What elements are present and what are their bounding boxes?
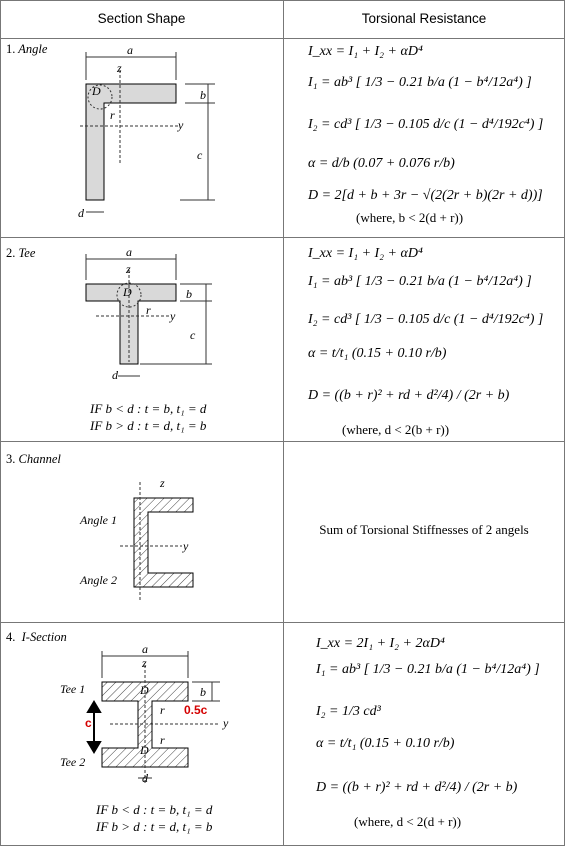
angle-dim-d: d: [78, 206, 84, 220]
tee-formula-i2: I₂ = cd³ [ 1/3 − 0.105 d/c (1 − d⁴/192c⁴) ]: [308, 312, 544, 327]
tee-condition-2: IF b > d : t = d, t₁ = b: [90, 418, 207, 433]
angle-dim-a: a: [127, 43, 133, 57]
isec-formula-i2: I₂ = 1/3 cd³: [316, 704, 381, 719]
isec-label-tee1: Tee 1: [60, 682, 86, 696]
isec-dim-r-top: r: [160, 703, 165, 717]
tee-dim-d: d: [112, 368, 118, 382]
angle-formula-note: (where, b < 2(d + r)): [356, 210, 464, 225]
isec-formula-i1: I₁ = ab³ [ 1/3 − 0.21 b/a (1 − b⁴/12a⁴) ]: [316, 662, 540, 677]
header-section-shape: Section Shape: [97, 11, 186, 26]
angle-dim-c: c: [197, 148, 203, 162]
isec-condition-2: IF b > d : t = d, t₁ = b: [96, 819, 213, 834]
tee-condition-1: IF b < d : t = b, t₁ = d: [90, 401, 207, 416]
tee-formula-alpha: α = t/t₁ (0.15 + 0.10 r/b): [308, 346, 447, 361]
angle-formula-alpha: α = d/b (0.07 + 0.076 r/b): [308, 156, 455, 171]
tee-formula-ixx: I_xx = I₁ + I₂ + αD⁴: [308, 246, 423, 261]
tee-axis-z: z: [126, 262, 131, 276]
channel-sum-text: Sum of Torsional Stiffnesses of 2 angels: [319, 522, 529, 537]
isec-axis-z: z: [142, 656, 147, 670]
angle-formula-D: D = 2[d + b + 3r − √(2(2r + b)(2r + d))]: [308, 188, 543, 203]
tee-axis-y: y: [170, 309, 176, 323]
row-label-angle: 1. Angle: [6, 42, 48, 56]
isec-dim-r-bottom: r: [160, 733, 165, 747]
isec-dim-d: d: [142, 771, 148, 785]
tee-formula-D: D = ((b + r)² + rd + d²/4) / (2r + b): [308, 388, 510, 403]
angle-formula-ixx: I_xx = I₁ + I₂ + αD⁴: [308, 44, 423, 59]
tee-dim-a: a: [126, 245, 132, 259]
channel-axis-y: y: [183, 539, 189, 553]
isec-formula-D: D = ((b + r)² + rd + d²/4) / (2r + b): [316, 780, 518, 795]
isec-dim-a: a: [142, 642, 148, 656]
isec-formula-alpha: α = t/t₁ (0.15 + 0.10 r/b): [316, 736, 455, 751]
angle-axis-z: z: [117, 61, 122, 75]
angle-dim-D: D: [92, 84, 101, 98]
row-label-tee: 2. Tee: [6, 246, 36, 260]
isec-dim-D-top: D: [140, 683, 149, 697]
isec-condition-1: IF b < d : t = b, t₁ = d: [96, 802, 213, 817]
angle-formula-i2: I₂ = cd³ [ 1/3 − 0.105 d/c (1 − d⁴/192c⁴) ]: [308, 117, 544, 132]
channel-axis-z: z: [160, 476, 165, 490]
tee-formula-note: (where, d < 2(b + r)): [342, 422, 450, 437]
tee-formula-i1: I₁ = ab³ [ 1/3 − 0.21 b/a (1 − b⁴/12a⁴) ]: [308, 274, 532, 289]
isec-dim-b: b: [200, 685, 206, 699]
row-label-channel: 3. Channel: [6, 452, 61, 466]
isec-label-c: c: [85, 716, 92, 730]
angle-shape: [86, 84, 176, 200]
isec-label-half-c: 0.5c: [184, 703, 208, 717]
tee-dim-r: r: [146, 303, 151, 317]
tee-dim-D: D: [123, 285, 132, 299]
isec-dim-D-bottom: D: [140, 743, 149, 757]
tee-dim-b: b: [186, 287, 192, 301]
angle-dim-r: r: [110, 108, 115, 122]
angle-dim-b: b: [200, 88, 206, 102]
tee-dim-c: c: [190, 328, 196, 342]
angle-axis-y: y: [178, 118, 184, 132]
channel-label-angle2: Angle 2: [80, 573, 117, 587]
angle-formula-i1: I₁ = ab³ [ 1/3 − 0.21 b/a (1 − b⁴/12a⁴) ]: [308, 75, 532, 90]
channel-label-angle1: Angle 1: [80, 513, 117, 527]
header-torsional-resistance: Torsional Resistance: [361, 11, 487, 26]
row-label-i-section: 4. I-Section: [6, 630, 67, 644]
isec-formula-note: (where, d < 2(d + r)): [354, 814, 462, 829]
isec-formula-ixx: I_xx = 2I₁ + I₂ + 2αD⁴: [316, 636, 445, 651]
isec-label-tee2: Tee 2: [60, 755, 86, 769]
isec-axis-y: y: [223, 716, 229, 730]
